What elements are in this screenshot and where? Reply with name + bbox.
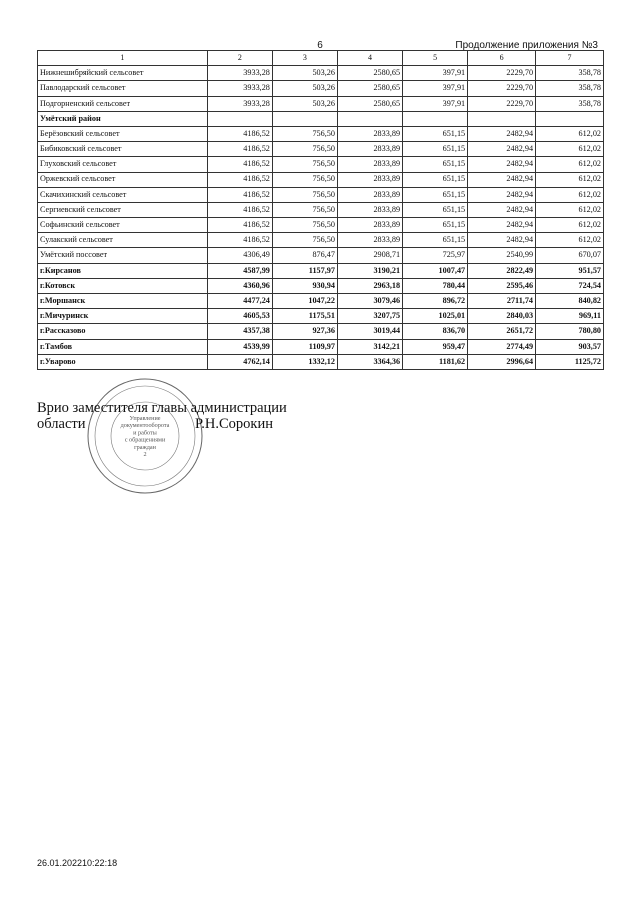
table-row — [38, 309, 604, 324]
value-cell: 503,26 — [272, 66, 337, 81]
table-row — [38, 248, 604, 263]
value-cell: 3019,44 — [337, 324, 402, 339]
value-cell: 3933,28 — [207, 96, 272, 111]
value-cell — [468, 111, 536, 126]
table-row — [38, 324, 604, 339]
value-cell: 4186,52 — [207, 187, 272, 202]
value-cell: 612,02 — [536, 187, 604, 202]
value-cell: 612,02 — [536, 202, 604, 217]
value-cell: 2482,94 — [468, 126, 536, 141]
value-cell: 397,91 — [403, 66, 468, 81]
value-cell: 4360,96 — [207, 278, 272, 293]
table-header-row — [38, 51, 604, 66]
value-cell: 2540,99 — [468, 248, 536, 263]
table-row — [38, 126, 604, 141]
table-row — [38, 96, 604, 111]
value-cell: 4186,52 — [207, 157, 272, 172]
value-cell: 358,78 — [536, 96, 604, 111]
value-cell: 1047,22 — [272, 294, 337, 309]
table-row — [38, 157, 604, 172]
value-cell: 1109,97 — [272, 339, 337, 354]
value-cell: 780,44 — [403, 278, 468, 293]
value-cell: 670,07 — [536, 248, 604, 263]
table-row — [38, 66, 604, 81]
row-name-cell: Сулакский сельсовет — [38, 233, 208, 248]
column-header: 4 — [337, 51, 402, 66]
value-cell: 930,94 — [272, 278, 337, 293]
stamp-text-line: граждан — [134, 443, 156, 451]
value-cell: 3933,28 — [207, 66, 272, 81]
value-cell: 1025,01 — [403, 309, 468, 324]
value-cell: 612,02 — [536, 126, 604, 141]
value-cell: 1181,62 — [403, 354, 468, 369]
value-cell: 2595,46 — [468, 278, 536, 293]
appendix-continuation-label: Продолжение приложения №3 — [455, 40, 598, 51]
value-cell: 2822,49 — [468, 263, 536, 278]
signature-title: Врио заместителя главы администрации — [37, 400, 287, 416]
value-cell: 876,47 — [272, 248, 337, 263]
value-cell: 3933,28 — [207, 81, 272, 96]
value-cell: 2774,49 — [468, 339, 536, 354]
value-cell: 2833,89 — [337, 142, 402, 157]
table-row — [38, 278, 604, 293]
value-cell: 969,11 — [536, 309, 604, 324]
table-row — [38, 187, 604, 202]
section-row — [38, 111, 604, 126]
value-cell: 4306,49 — [207, 248, 272, 263]
value-cell: 2482,94 — [468, 187, 536, 202]
row-name-cell: Берёзовский сельсовет — [38, 126, 208, 141]
value-cell: 651,15 — [403, 142, 468, 157]
value-cell: 612,02 — [536, 218, 604, 233]
value-cell: 2963,18 — [337, 278, 402, 293]
value-cell: 612,02 — [536, 142, 604, 157]
value-cell: 651,15 — [403, 172, 468, 187]
value-cell: 756,50 — [272, 187, 337, 202]
value-cell: 1007,47 — [403, 263, 468, 278]
signature-block — [37, 400, 287, 432]
stamp-text-line: с обращениями — [124, 436, 166, 444]
value-cell: 4539,99 — [207, 339, 272, 354]
value-cell: 4186,52 — [207, 142, 272, 157]
value-cell: 2833,89 — [337, 233, 402, 248]
value-cell: 4186,52 — [207, 126, 272, 141]
value-cell: 2711,74 — [468, 294, 536, 309]
value-cell: 756,50 — [272, 142, 337, 157]
value-cell: 2229,70 — [468, 66, 536, 81]
value-cell: 2229,70 — [468, 96, 536, 111]
value-cell: 651,15 — [403, 233, 468, 248]
value-cell: 397,91 — [403, 96, 468, 111]
value-cell: 756,50 — [272, 126, 337, 141]
value-cell: 2580,65 — [337, 66, 402, 81]
value-cell — [207, 111, 272, 126]
value-cell: 503,26 — [272, 81, 337, 96]
value-cell: 612,02 — [536, 233, 604, 248]
value-cell: 780,80 — [536, 324, 604, 339]
value-cell: 927,36 — [272, 324, 337, 339]
value-cell — [536, 111, 604, 126]
value-cell: 2482,94 — [468, 142, 536, 157]
row-name-cell: г.Моршанск — [38, 294, 208, 309]
value-cell: 756,50 — [272, 218, 337, 233]
value-cell: 840,82 — [536, 294, 604, 309]
row-name-cell: г.Кирсанов — [38, 263, 208, 278]
value-cell: 2833,89 — [337, 172, 402, 187]
value-cell: 358,78 — [536, 66, 604, 81]
table-row — [38, 142, 604, 157]
value-cell: 2840,03 — [468, 309, 536, 324]
row-name-cell: г.Уварово — [38, 354, 208, 369]
value-cell: 1157,97 — [272, 263, 337, 278]
table-row — [38, 294, 604, 309]
value-cell: 3190,21 — [337, 263, 402, 278]
column-header: 6 — [468, 51, 536, 66]
value-cell: 756,50 — [272, 172, 337, 187]
value-cell: 896,72 — [403, 294, 468, 309]
column-header: 1 — [38, 51, 208, 66]
table-row — [38, 339, 604, 354]
value-cell: 3207,75 — [337, 309, 402, 324]
value-cell: 651,15 — [403, 202, 468, 217]
row-name-cell: Бибиковский сельсовет — [38, 142, 208, 157]
table-row — [38, 202, 604, 217]
value-cell: 3079,46 — [337, 294, 402, 309]
value-cell: 651,15 — [403, 157, 468, 172]
value-cell: 2580,65 — [337, 81, 402, 96]
value-cell: 2996,64 — [468, 354, 536, 369]
signature-region: области — [37, 416, 86, 432]
value-cell: 2908,71 — [337, 248, 402, 263]
row-name-cell: г.Мичуринск — [38, 309, 208, 324]
value-cell: 2482,94 — [468, 233, 536, 248]
row-name-cell: Умётский район — [38, 111, 208, 126]
stamp-text-line: Управление — [129, 415, 161, 422]
value-cell: 725,97 — [403, 248, 468, 263]
value-cell: 4587,99 — [207, 263, 272, 278]
value-cell: 2833,89 — [337, 187, 402, 202]
value-cell: 4357,38 — [207, 324, 272, 339]
tariff-table — [37, 50, 604, 370]
value-cell: 756,50 — [272, 157, 337, 172]
table-row — [38, 354, 604, 369]
value-cell — [337, 111, 402, 126]
column-header: 5 — [403, 51, 468, 66]
value-cell: 756,50 — [272, 202, 337, 217]
row-name-cell: Подгорненский сельсовет — [38, 96, 208, 111]
value-cell: 724,54 — [536, 278, 604, 293]
value-cell: 2580,65 — [337, 96, 402, 111]
value-cell: 612,02 — [536, 157, 604, 172]
table-row — [38, 263, 604, 278]
value-cell: 2229,70 — [468, 81, 536, 96]
value-cell: 836,70 — [403, 324, 468, 339]
value-cell: 2833,89 — [337, 202, 402, 217]
value-cell: 503,26 — [272, 96, 337, 111]
row-name-cell: Павлодарский сельсовет — [38, 81, 208, 96]
column-header: 3 — [272, 51, 337, 66]
value-cell: 4186,52 — [207, 172, 272, 187]
value-cell: 4186,52 — [207, 233, 272, 248]
value-cell: 1125,72 — [536, 354, 604, 369]
value-cell: 2833,89 — [337, 157, 402, 172]
row-name-cell: г.Котовск — [38, 278, 208, 293]
table-row — [38, 172, 604, 187]
table-row — [38, 81, 604, 96]
value-cell: 2482,94 — [468, 157, 536, 172]
value-cell: 358,78 — [536, 81, 604, 96]
row-name-cell: Глуховский сельсовет — [38, 157, 208, 172]
value-cell: 651,15 — [403, 126, 468, 141]
value-cell: 2482,94 — [468, 172, 536, 187]
value-cell: 1332,12 — [272, 354, 337, 369]
row-name-cell: Софьинский сельсовет — [38, 218, 208, 233]
value-cell: 756,50 — [272, 233, 337, 248]
value-cell: 2833,89 — [337, 126, 402, 141]
value-cell — [272, 111, 337, 126]
value-cell: 4186,52 — [207, 218, 272, 233]
value-cell: 612,02 — [536, 172, 604, 187]
value-cell: 397,91 — [403, 81, 468, 96]
value-cell: 4605,53 — [207, 309, 272, 324]
table-row — [38, 233, 604, 248]
value-cell: 651,15 — [403, 187, 468, 202]
stamp-text-line: 2 — [143, 451, 147, 458]
column-header: 7 — [536, 51, 604, 66]
value-cell: 1175,51 — [272, 309, 337, 324]
value-cell: 959,47 — [403, 339, 468, 354]
value-cell — [403, 111, 468, 126]
value-cell: 903,57 — [536, 339, 604, 354]
value-cell: 4186,52 — [207, 202, 272, 217]
value-cell: 4477,24 — [207, 294, 272, 309]
signatory-name: Р.Н.Сорокин — [195, 416, 273, 432]
stamp-text-line: и работы — [133, 429, 157, 437]
value-cell: 2651,72 — [468, 324, 536, 339]
value-cell: 951,57 — [536, 263, 604, 278]
row-name-cell: г.Рассказово — [38, 324, 208, 339]
row-name-cell: Скачихинский сельсовет — [38, 187, 208, 202]
value-cell: 2482,94 — [468, 202, 536, 217]
row-name-cell: Оржевский сельсовет — [38, 172, 208, 187]
row-name-cell: Умётский поссовет — [38, 248, 208, 263]
row-name-cell: Сергиевский сельсовет — [38, 202, 208, 217]
table-row — [38, 218, 604, 233]
value-cell: 3142,21 — [337, 339, 402, 354]
column-header: 2 — [207, 51, 272, 66]
value-cell: 4762,14 — [207, 354, 272, 369]
value-cell: 651,15 — [403, 218, 468, 233]
official-stamp — [85, 376, 205, 496]
stamp-text-line: документооборота — [120, 422, 170, 430]
value-cell: 2833,89 — [337, 218, 402, 233]
row-name-cell: г.Тамбов — [38, 339, 208, 354]
value-cell: 2482,94 — [468, 218, 536, 233]
page-number: 6 — [317, 40, 323, 51]
value-cell: 3364,36 — [337, 354, 402, 369]
print-datetime: 26.01.202210:22:18 — [37, 858, 118, 868]
row-name-cell: Нижнешибряйский сельсовет — [38, 66, 208, 81]
